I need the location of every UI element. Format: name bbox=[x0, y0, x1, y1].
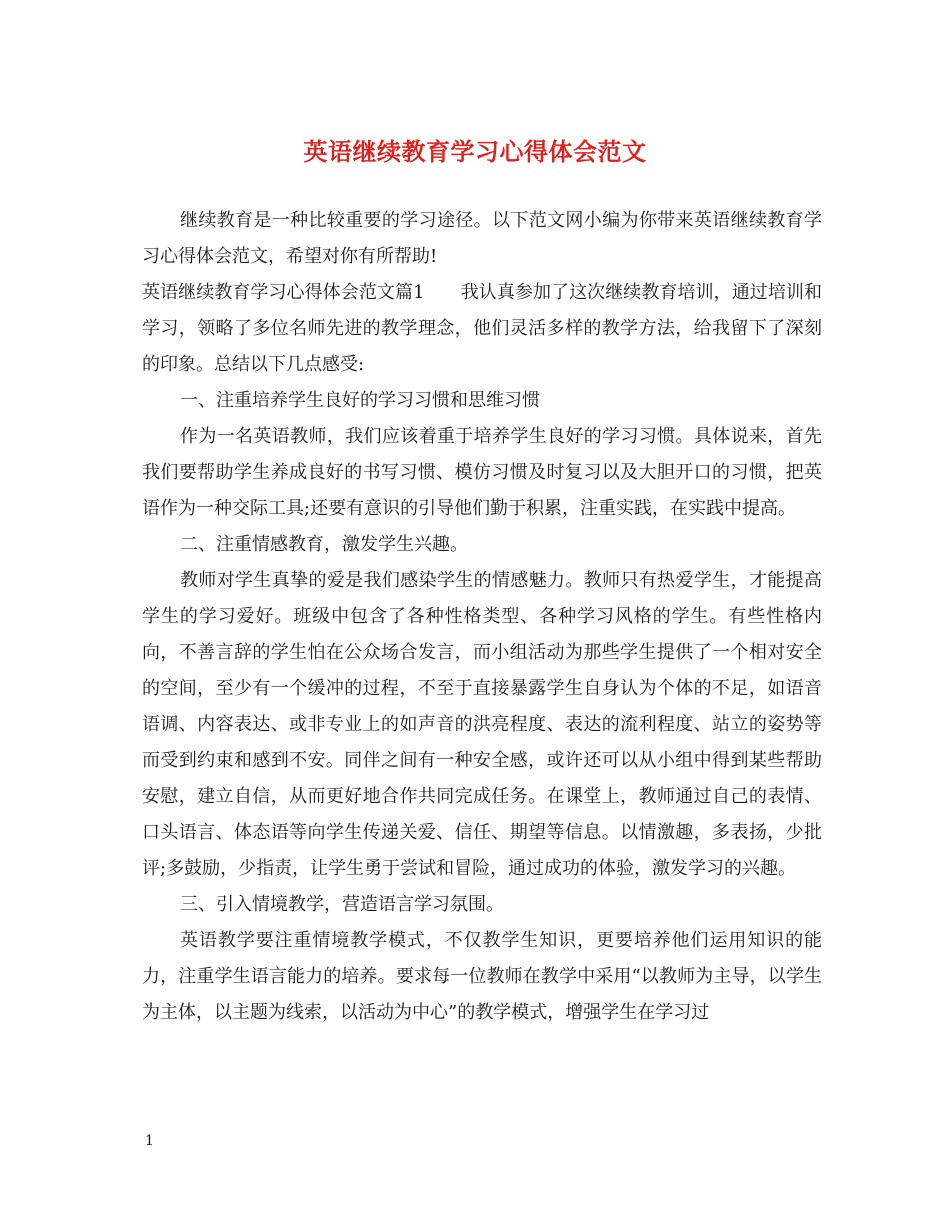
page-number: 1 bbox=[145, 1133, 154, 1149]
heading-section-3: 三、引入情境教学，营造语言学习氛围。 bbox=[180, 894, 504, 915]
heading-section-1: 一、注重培养学生良好的学习习惯和思维习惯 bbox=[180, 390, 540, 411]
paragraph-intro: 继续教育是一种比较重要的学习途径。以下范文网小编为你带来英语继续教育学习心得体会范文，希望对你有所帮助! bbox=[142, 210, 822, 267]
paragraph-article-1-intro: 英语继续教育学习心得体会范文篇1 我认真参加了这次继续教育培训，通过培训和学习，领略了多位名师先进的教学理念，他们灵活多样的教学方法，给我留下了深刻的印象。总结以下几点感受: bbox=[142, 282, 822, 375]
paragraph-section-3: 英语教学要注重情境教学模式，不仅教学生知识，更要培养他们运用知识的能力，注重学生语言能力的培养。要求每一位教师在教学中采用“以教师为主导，以学生为主体，以主题为线索，以活动为中心”的教学模式，增强学生在学习过 bbox=[142, 930, 822, 1023]
paragraph-section-1: 作为一名英语教师，我们应该着重于培养学生良好的学习习惯。具体说来，首先我们要帮助学生养成良好的书写习惯、模仿习惯及时复习以及大胆开口的习惯，把英语作为一种交际工具;还要有意识的引导他们勤于积累，注重实践，在实践中提高。 bbox=[142, 426, 822, 519]
document-title: 英语继续教育学习心得体会范文 bbox=[303, 137, 647, 166]
heading-section-2: 二、注重情感教育，激发学生兴趣。 bbox=[180, 534, 468, 555]
document-body bbox=[142, 203, 822, 1031]
paragraph-section-2: 教师对学生真挚的爱是我们感染学生的情感魅力。教师只有热爱学生，才能提高学生的学习爱好。班级中包含了各种性格类型、各种学习风格的学生。有些性格内向，不善言辞的学生怕在公众场合发言，而小组活动为那些学生提供了一个相对安全的空间，至少有一个缓冲的过程，不至于直接暴露学生自身认为个体的不足，如语音语调、内容表达、或非专业上的如声音的洪亮程度、表达的流利程度、站立的姿势等而受到约束和感到不安。同伴之间有一种安全感，或许还可以从小组中得到某些帮助安慰，建立自信，从而更好地合作共同完成任务。在课堂上，教师通过自己的表情、口头语言、体态语等向学生传递关爱、信任、期望等信息。以情激趣，多表扬，少批评;多鼓励，少指责，让学生勇于尝试和冒险，通过成功的体验，激发学习的兴趣。 bbox=[142, 570, 822, 879]
